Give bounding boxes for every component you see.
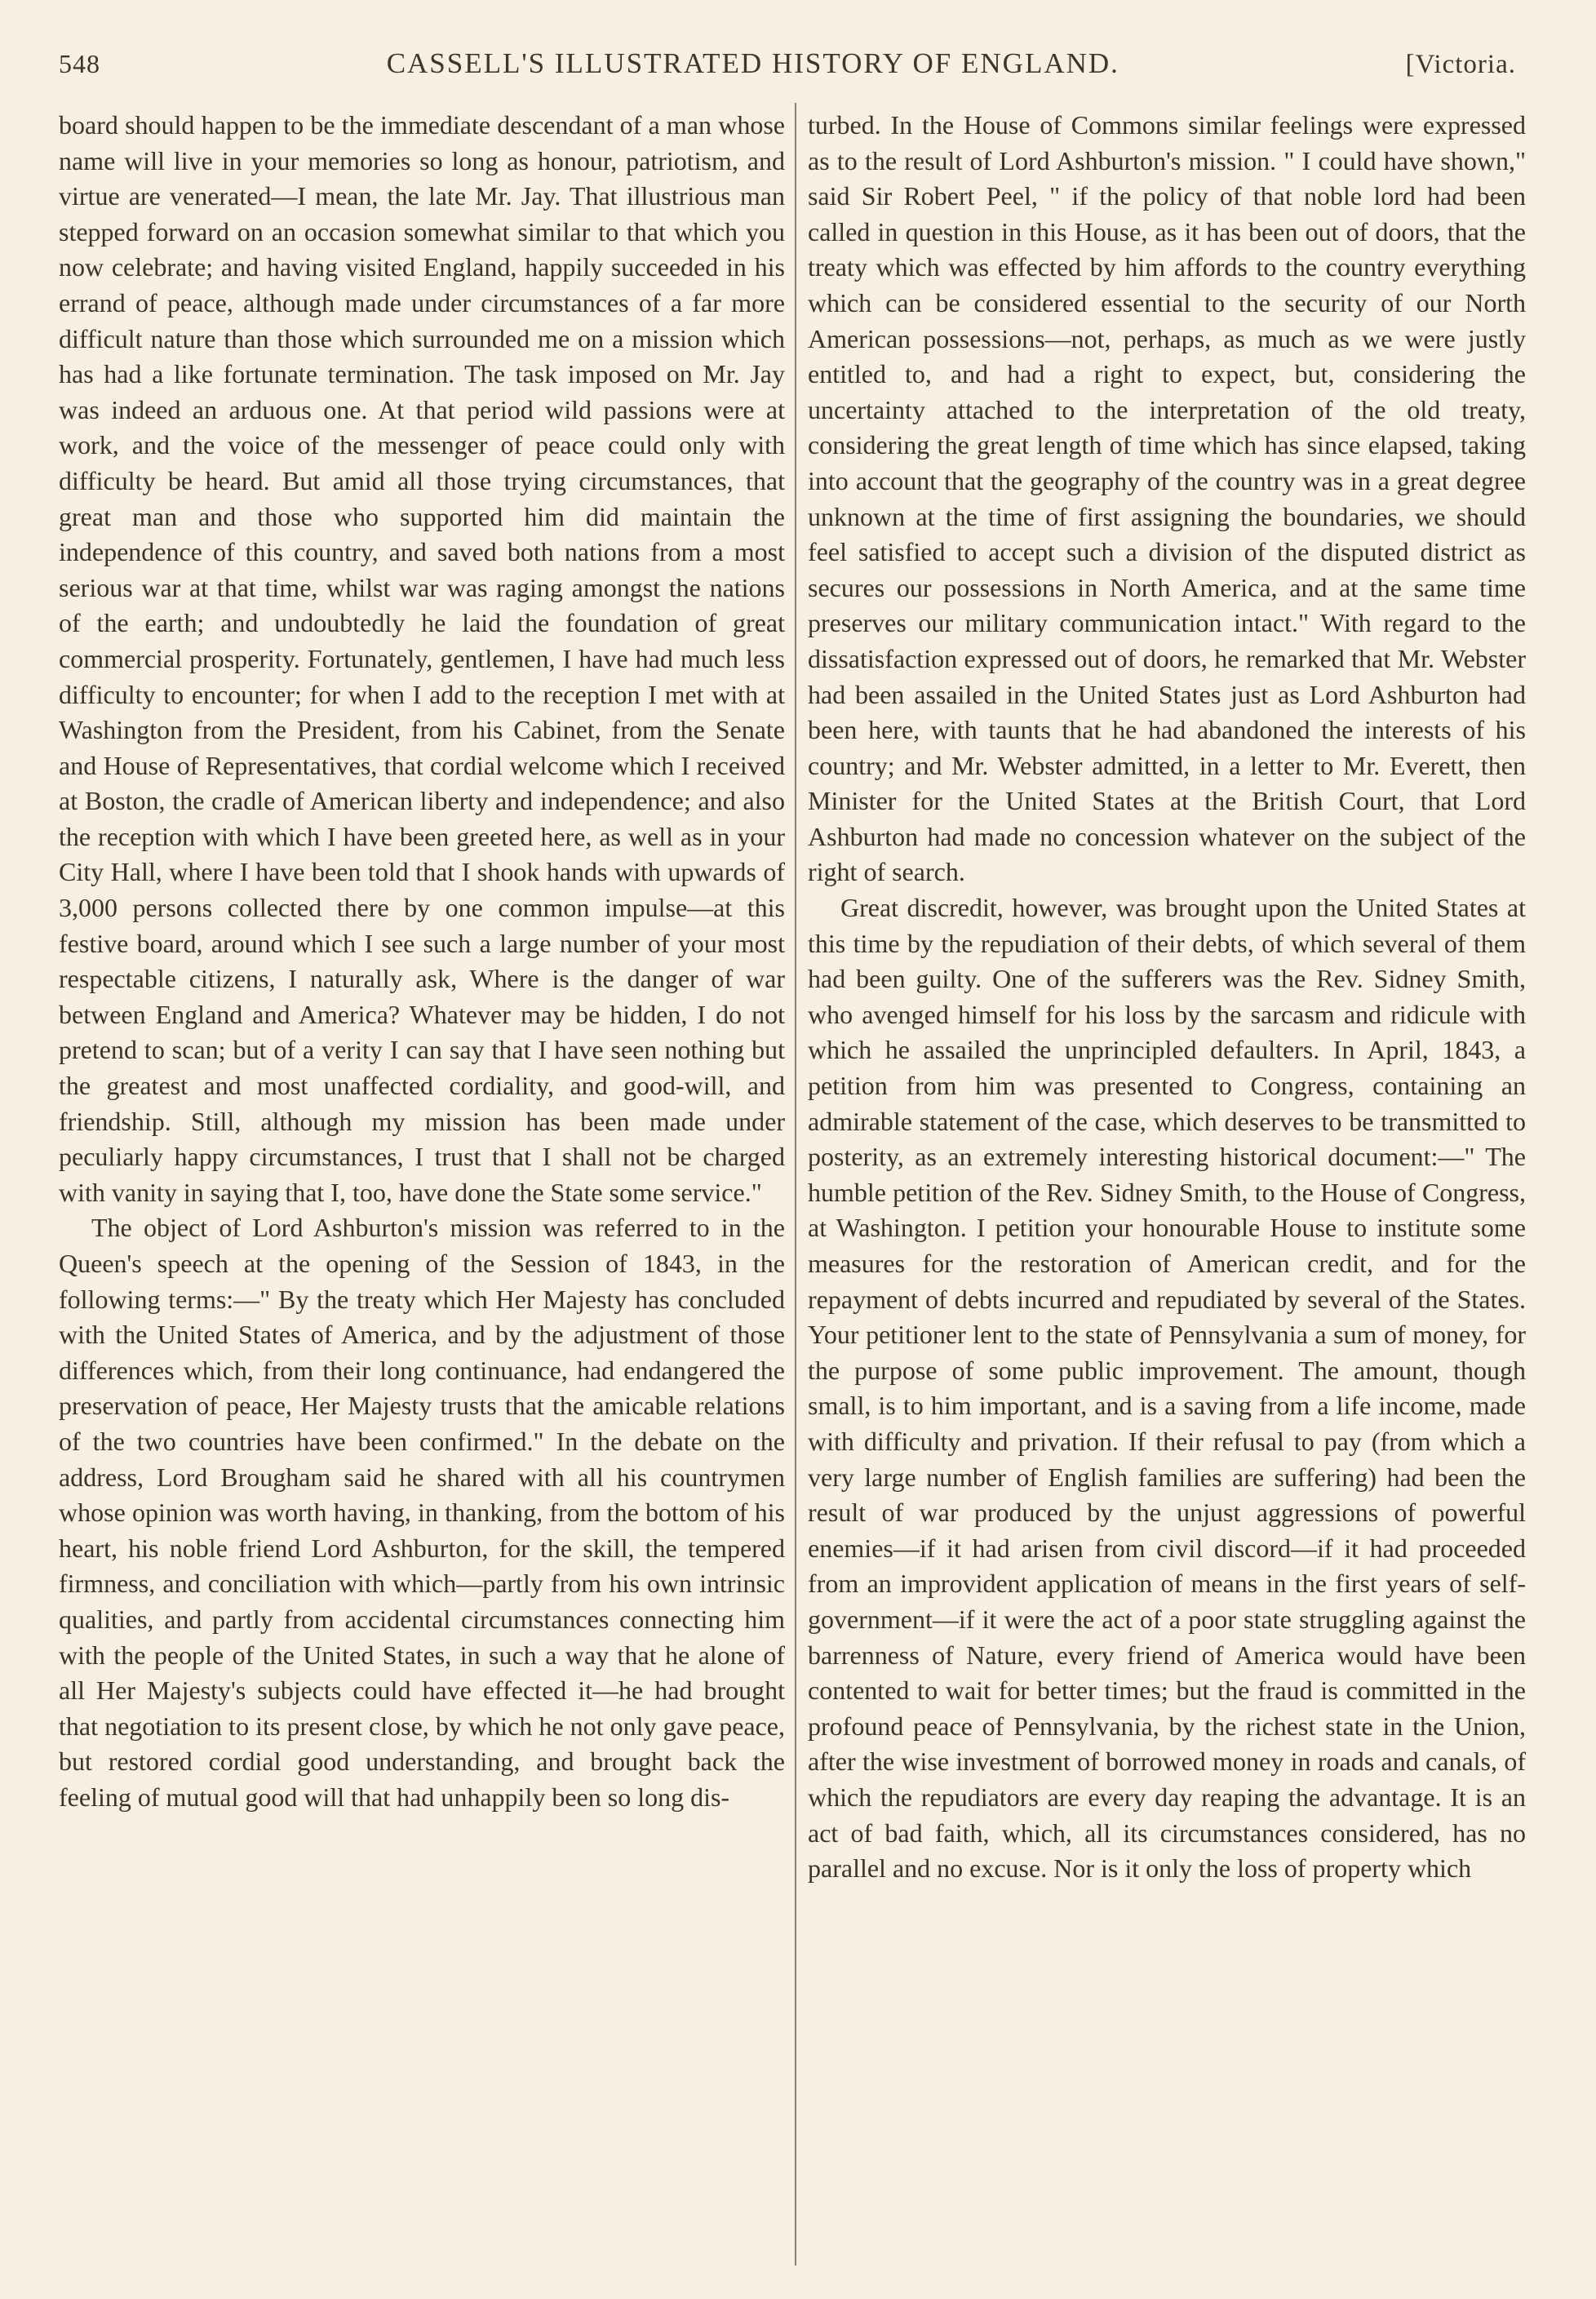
page-header (59, 47, 1516, 85)
left-paragraph-1: board should happen to be the immediate descendant of a man whose name will live in your memories so long as honour, patriotism, and virtue are venerated—I mean, the late Mr. Jay. That illustrious man stepped forward on an occasion somewhat similar to that which you now celebrate; and having visited England, happily succeeded in his errand of peace, although made under circumstances of a far more difficult nature than those which surrounded me on a mission which has had a like fortunate termination. The task imposed on Mr. Jay was indeed an arduous one. At that period wild passions were at work, and the voice of the messenger of peace could only with difficulty be heard. But amid all those trying circumstances, that great man and those who supported him did maintain the independence of this country, and saved both nations from a most serious war at that time, whilst war was raging amongst the nations of the earth; and undoubtedly he laid the foundation of great commercial prosperity. Fortunately, gentlemen, I have had much less difficulty to encounter; for when I add to the reception I met with at Washington from the President, from his Cabinet, from the Senate and House of Representatives, that cordial welcome which I received at Boston, the cradle of American liberty and independence; and also the reception with which I have been greeted here, as well as in your City Hall, where I have been told that I shook hands with upwards of 3,000 persons collected there by one common impulse—at this festive board, around which I see such a large number of your most respectable citizens, I naturally ask, Where is the danger of war between England and America? Whatever may be hidden, I do not pretend to scan; but of a verity I can say that I have seen nothing but the greatest and most unaffected cordiality, and good-will, and friendship. Still, although my mission has been made under peculiarly happy circumstances, I trust that I shall not be charged with vanity in saying that I, too, have done the State some service." (59, 110, 785, 1207)
left-column (59, 108, 785, 2262)
reign-label: [Victoria. (1405, 50, 1516, 79)
page-number: 548 (59, 49, 100, 78)
column-divider (795, 103, 796, 2266)
right-column (808, 108, 1526, 2262)
left-paragraph-2: The object of Lord Ashburton's mission was referred to in the Queen's speech at the opening of the Session of 1843, in the following terms:—" By the treaty which Her Majesty has concluded with the United States of America, and by the adjustment of those differences which, from their long continuance, had endangered the preservation of peace, Her Majesty trusts that the amicable relations of the two countries have been confirmed." In the debate on the address, Lord Brougham said he shared with all his countrymen whose opinion was worth having, in thanking, from the bottom of his heart, his noble friend Lord Ashburton, for the skill, the tempered firmness, and conciliation with which—partly from his own intrinsic qualities, and partly from accidental circumstances connecting him with the people of the United States, in such a way that he alone of all Her Majesty's subjects could have effected it—he had brought that negotiation to its present close, by which he not only gave peace, but restored cordial good understanding, and brought back the feeling of mutual good will that had unhappily been so long dis- (59, 1213, 785, 1812)
right-paragraph-2: Great discredit, however, was brought upon the United States at this time by the repudiation of their debts, of which several of them had been guilty. One of the sufferers was the Rev. Sidney Smith, who avenged himself for his loss by the sarcasm and ridicule with which he assailed the unprincipled defaulters. In April, 1843, a petition from him was presented to Congress, containing an admirable statement of the case, which deserves to be transmitted to posterity, as an extremely interesting historical document:—" The humble petition of the Rev. Sidney Smith, to the House of Congress, at Washington. I petition your honourable House to institute some measures for the restoration of American credit, and for the repayment of debts incurred and repudiated by several of the States. Your petitioner lent to the state of Pennsylvania a sum of money, for the purpose of some public improvement. The amount, though small, is to him important, and is a saving from a life income, made with difficulty and privation. If their refusal to pay (from which a very large number of English families are suffering) had been the result of war produced by the unjust aggressions of powerful enemies—if it had arisen from civil discord—if it had proceeded from an improvident application of means in the first years of self-government—if it were the act of a poor state struggling against the barrenness of Nature, every friend of America would have been contented to wait for better times; but the fraud is committed in the profound peace of Pennsylvania, by the richest state in the Union, after the wise investment of borrowed money in roads and canals, of which the repudiators are every day reaping the advantage. It is an act of bad faith, which, all its circumstances considered, has no parallel and no excuse. Nor is it only the loss of property which (808, 893, 1526, 1884)
right-paragraph-1: turbed. In the House of Commons similar feelings were expressed as to the result of Lord Ashburton's mission. " I could have shown," said Sir Robert Peel, " if the policy of that noble lord had been called in question in this House, as it has been out of doors, that the treaty which was effected by him affords to the country everything which can be considered essential to the security of our North American possessions—not, perhaps, as much as we were justly entitled to, and had a right to expect, but, considering the uncertainty attached to the interpretation of the old treaty, considering the great length of time which has since elapsed, taking into account that the geography of the country was in a great degree unknown at the time of first assigning the boundaries, we should feel satisfied to accept such a division of the disputed district as secures our possessions in North America, and at the same time preserves our military communication intact." With regard to the dissatisfaction expressed out of doors, he remarked that Mr. Webster had been assailed in the United States just as Lord Ashburton had been here, with taunts that he had abandoned the interests of his country; and Mr. Webster admitted, in a letter to Mr. Everett, then Minister for the United States at the British Court, that Lord Ashburton had made no concession whatever on the subject of the right of search. (808, 110, 1526, 887)
running-title: CASSELL'S ILLUSTRATED HISTORY OF ENGLAND. (386, 47, 1119, 79)
